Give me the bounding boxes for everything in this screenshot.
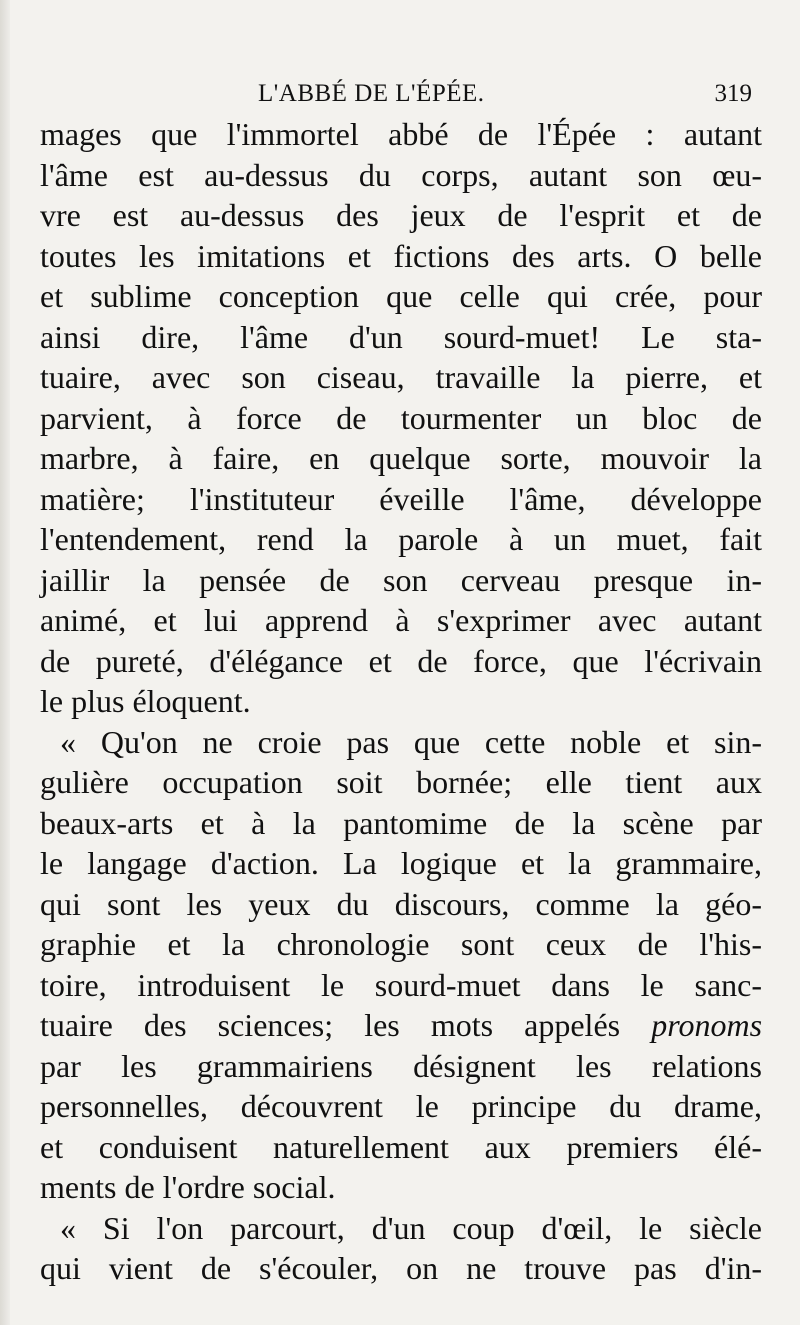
text-line: animé, et lui apprend à s'exprimer avec autant: [40, 602, 762, 638]
italic-term: pronoms: [651, 1007, 763, 1043]
text-line: graphie et la chronologie sont ceux de l'his-: [40, 926, 762, 962]
text-line-with-italic: [40, 1005, 762, 1046]
text-line: gulière occupation soit bornée; elle tient aux: [40, 764, 762, 800]
page-number: 319: [714, 80, 752, 107]
text-line: « Qu'on ne croie pas que cette noble et sin-: [60, 723, 762, 760]
text-line: l'âme est au-dessus du corps, autant son œu-: [40, 156, 762, 193]
text-line: qui vient de s'écouler, on ne trouve pas d'in-: [40, 1250, 762, 1286]
running-head: [40, 74, 760, 114]
text-line: toire, introduisent le sourd-muet dans le sanc-: [40, 966, 762, 1003]
text-line: le plus éloquent.: [40, 683, 251, 719]
text-line: de pureté, d'élégance et de force, que l'écrivain: [40, 642, 762, 679]
text-line: mages que l'immortel abbé de l'Épée : autant: [40, 116, 762, 152]
text-line: vre est au-dessus des jeux de l'esprit et de: [40, 197, 762, 233]
running-title: L'ABBÉ DE L'ÉPÉE.: [258, 80, 485, 107]
text-line: beaux-arts et à la pantomime de la scène par: [40, 804, 762, 841]
text-line: qui sont les yeux du discours, comme la géo-: [40, 885, 762, 922]
text-line: marbre, à faire, en quelque sorte, mouvoir la: [40, 440, 762, 476]
text-line: l'entendement, rend la parole à un muet, fait: [40, 521, 762, 557]
text-line: et conduisent naturellement aux premiers élé-: [40, 1128, 762, 1165]
text-line: tuaire, avec son ciseau, travaille la pierre, et: [40, 359, 762, 395]
text-line: « Si l'on parcourt, d'un coup d'œil, le siècle: [60, 1209, 762, 1246]
text-line: par les grammairiens désignent les relations: [40, 1047, 762, 1084]
text-line: matière; l'instituteur éveille l'âme, développe: [40, 480, 762, 517]
text-line: ainsi dire, l'âme d'un sourd-muet! Le sta-: [40, 318, 762, 355]
text-line: parvient, à force de tourmenter un bloc de: [40, 399, 762, 436]
body-text: [40, 114, 762, 1289]
page-edge: [0, 0, 10, 1325]
text-segment: tuaire des sciences; les mots appelés: [40, 1007, 621, 1043]
text-line: le langage d'action. La logique et la grammaire,: [40, 845, 762, 881]
text-line: ments de l'ordre social.: [40, 1169, 336, 1205]
text-line: jaillir la pensée de son cerveau presque in-: [40, 561, 762, 598]
text-line: et sublime conception que celle qui crée, pour: [40, 278, 762, 314]
text-line: toutes les imitations et fictions des arts. O belle: [40, 237, 762, 274]
text-line: personnelles, découvrent le principe du drame,: [40, 1088, 762, 1124]
